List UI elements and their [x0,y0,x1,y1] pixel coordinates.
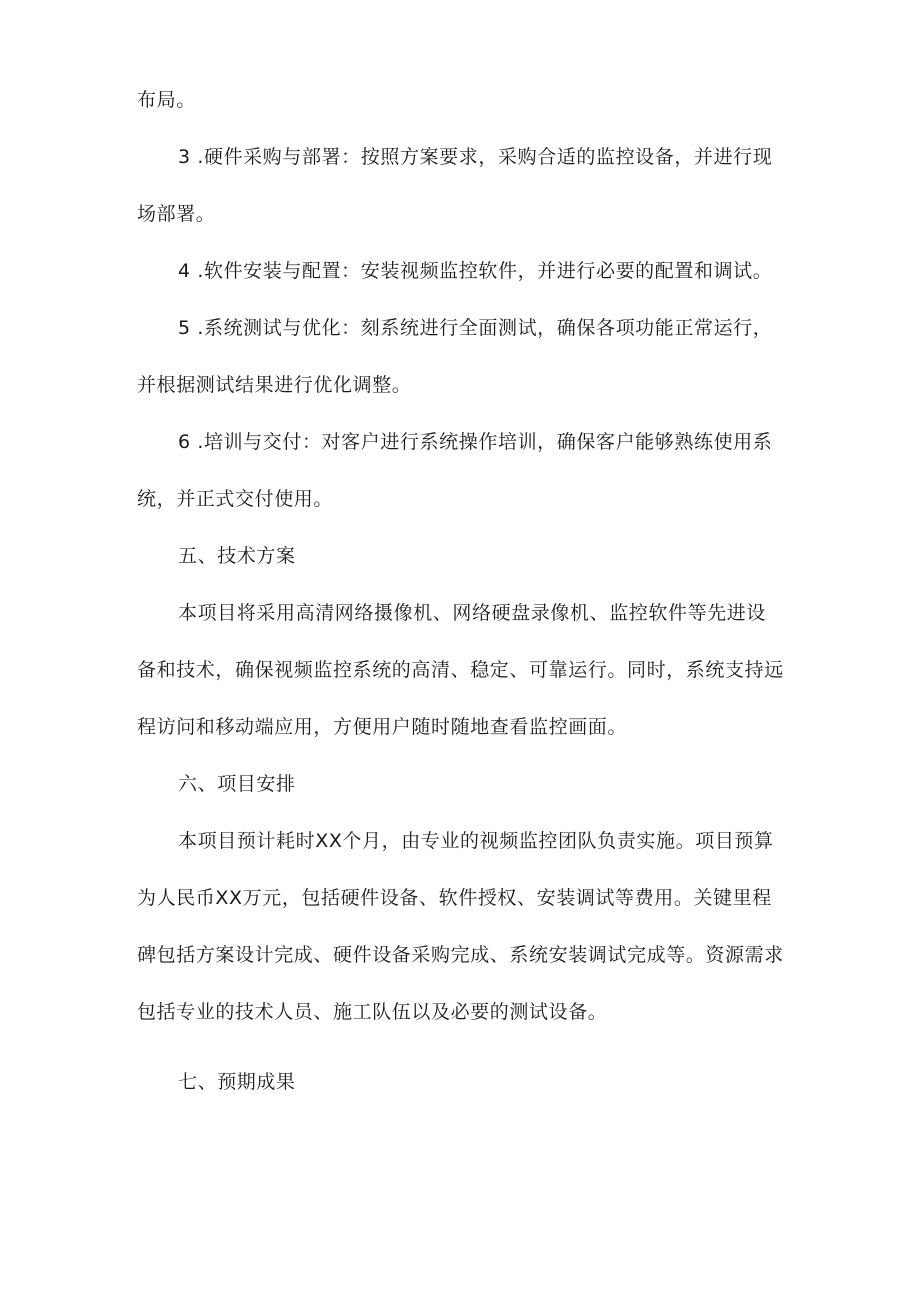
text-line: 布局。 [137,89,196,111]
text-line: 统，并正式交付使用。 [137,488,334,510]
section-heading-5: 五、技术方案 [178,545,296,567]
section-heading-7: 七、预期成果 [178,1071,296,1093]
list-item-4: 4 .软件安装与配置：安装视频监控软件，并进行必要的配置和调试。 [178,260,773,282]
list-item-3: 3 .硬件采购与部署：按照方案要求，采购合适的监控设备，并进行现 [178,146,773,168]
text-line: 并根据测试结果进行优化调整。 [137,374,412,396]
section-heading-6: 六、项目安排 [178,773,296,795]
paragraph-line: 备和技术，确保视频监控系统的高清、稳定、可靠运行。同时，系统支持远 [137,659,784,681]
paragraph-line: 本项目将采用高清网络摄像机、网络硬盘录像机、监控软件等先进设 [178,602,767,624]
paragraph-line: 本项目预计耗时XX个月，由专业的视频监控团队负责实施。项目预算 [178,830,774,852]
paragraph-line: 为人民币XX万元，包括硬件设备、软件授权、安装调试等费用。关键里程 [137,887,772,909]
text-line: 场部署。 [137,203,216,225]
list-item-6: 6 .培训与交付：对客户进行系统操作培训，确保客户能够熟练使用系 [178,431,773,453]
list-item-5: 5 .系统测试与优化：刻系统进行全面测试，确保各项功能正常运行， [178,317,773,339]
paragraph-line: 包括专业的技术人员、施工队伍以及必要的测试设备。 [137,1001,608,1023]
paragraph-line: 程访问和移动端应用，方便用户随时随地查看监控画面。 [137,716,628,738]
paragraph-line: 碑包括方案设计完成、硬件设备采购完成、系统安装调试完成等。资源需求 [137,944,784,966]
